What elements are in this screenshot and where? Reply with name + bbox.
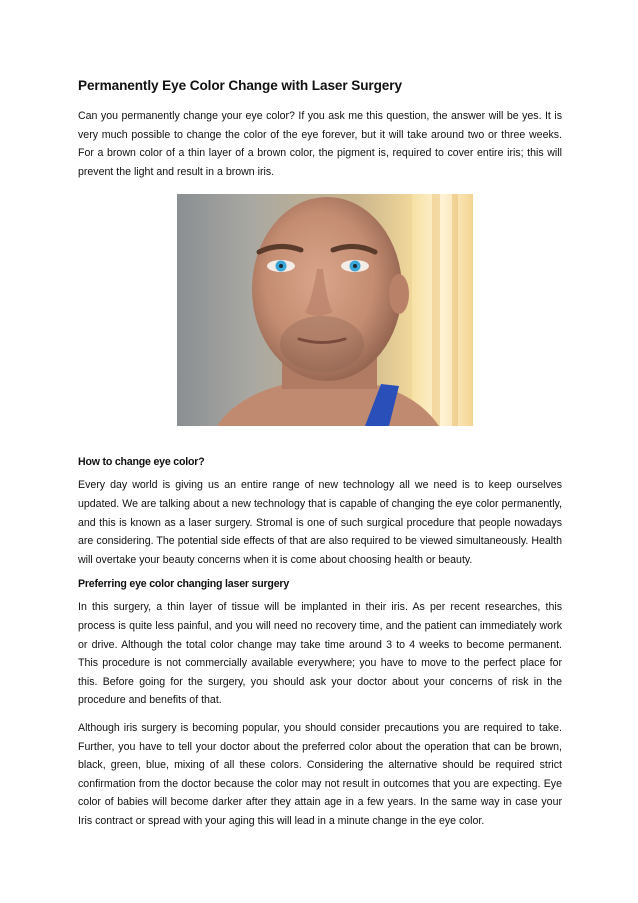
section2-paragraph-2: Although iris surgery is becoming popular, you should consider precautions you are required to take. Further, you have to tell your doctor about the preferred color about the operation that can be brown, black, green, blue, mixing of all these colors. Considering the alternative should be required strict confirmation from the doctor because the color may not result in outcomes that you are expecting. Eye color of babies will become darker after they attain age in a few years. In the same way in case your Iris contract or spread with your aging this will lead in a minute change in the eye color.	[78, 721, 562, 827]
man-with-blue-eyes-photo	[177, 194, 473, 426]
article-title: Permanently Eye Color Change with Laser Surgery	[78, 78, 402, 93]
section-heading-how-to-change: How to change eye color?	[78, 456, 205, 469]
section2-paragraph-1: In this surgery, a thin layer of tissue will be implanted in their iris. As per recent researches, this process is quite less painful, and you will need no recovery time, and the patient can immediately work or drive. Although the total color change may take time around 3 to 4 weeks to become permanent. This procedure is not commercially available everywhere; you have to move to the perfect place for this. Before going for the surgery, you should ask your doctor about your concerns of risk in the procedure and benefits of that.	[78, 601, 562, 707]
section-heading-preferring-surgery: Preferring eye color changing laser surgery	[78, 578, 290, 591]
intro-paragraph: Can you permanently change your eye color? If you ask me this question, the answer will be yes. It is very much possible to change the color of the eye forever, but it will take around two or three weeks. For a brown color of a thin layer of a brown color, the pigment is, required to cover entire iris; this will prevent the light and result in a brown iris.	[78, 110, 562, 178]
section1-paragraph: Every day world is giving us an entire range of new technology all we need is to keep ourselves updated. We are talking about a new technology that is capable of changing the eye color permanently, and this is known as a laser surgery. Stromal is one of such surgical procedure that people nowadays are considering. The potential side effects of that are also required to be viewed simultaneously. Health will overtake your beauty concerns when it is come about choosing health or beauty.	[78, 479, 562, 566]
spacer	[78, 426, 562, 456]
